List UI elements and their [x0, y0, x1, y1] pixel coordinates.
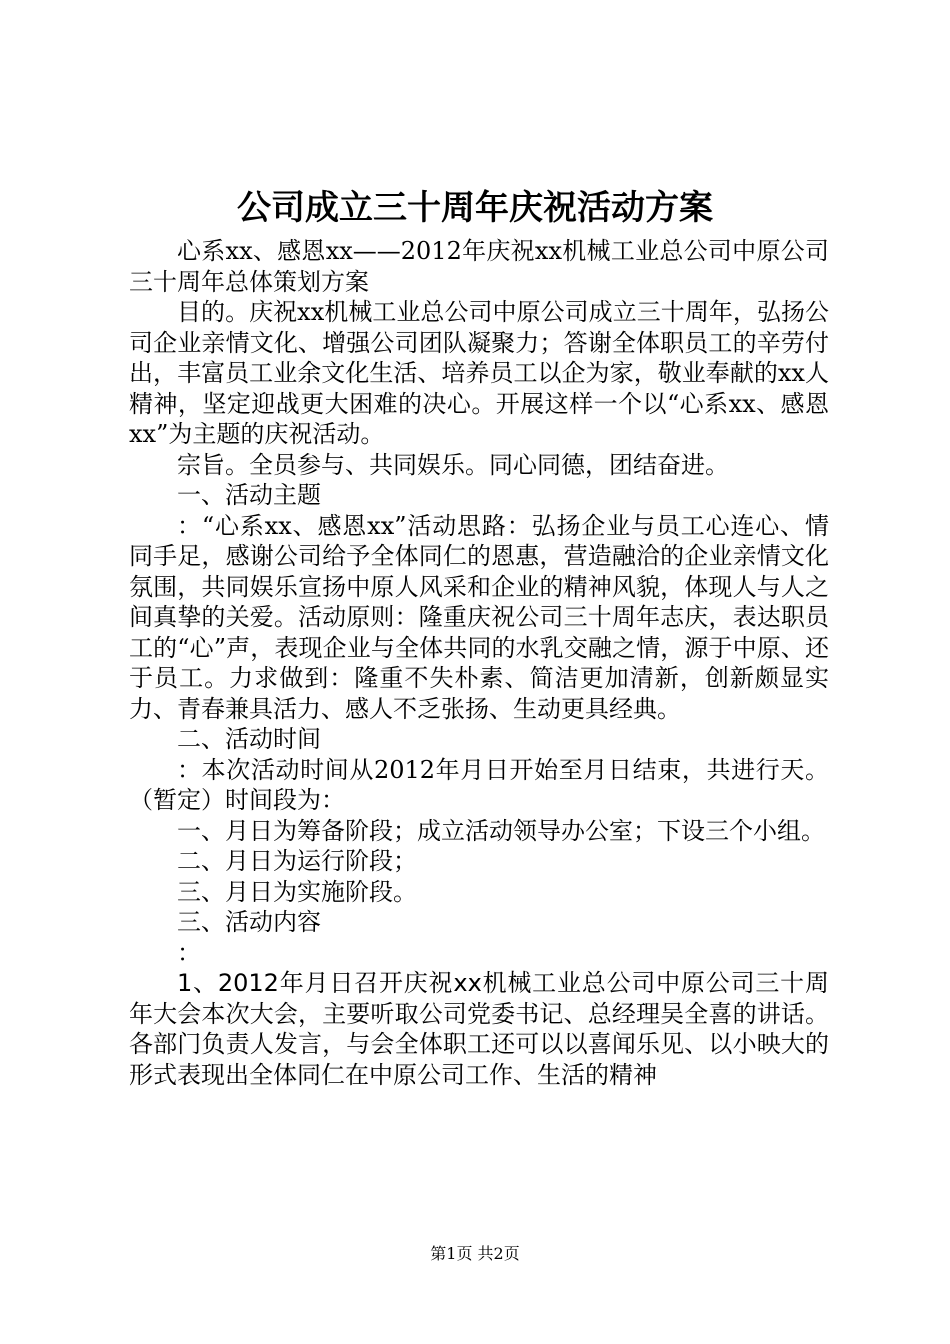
- tenet-paragraph: 宗旨。全员参与、共同娱乐。同心同德，团结奋进。: [177, 450, 729, 479]
- content-colon: ：: [177, 938, 201, 967]
- time-paragraph: ：本次活动时间从2012年月日开始至月日结束，共进行天。（暂定）时间段为：: [129, 755, 829, 814]
- content-item-1-lead: 1、2012年月日召开庆祝xx机械工业总公司中原公司三十周年大会本次大会，主要听取公司党委书记、总经理吴全喜的讲话。: [129, 969, 829, 1028]
- document-title: 公司成立三十周年庆祝活动方案: [237, 188, 713, 228]
- theme-paragraph: ：“心系xx、感恩xx”活动思路：弘扬企业与员工心连心、情同手足，感谢公司给予全体同仁的恩惠，营造融洽的企业亲情文化氛围，共同娱乐宣扬中原人风采和企业的精神风貌，体现人与人之间真挚的关爱。活动原则：隆重庆祝公司三十周年志庆，表达职员工的“心”声，表现企业与全体共同的水乳交融之情，源于中原、还于员工。力求做到：隆重不失朴素、简洁更加清新，创新颇显实力、青春兼具活力、感人不乏张扬、生动更具经典。: [129, 511, 829, 723]
- section-heading-content: 三、活动内容: [177, 908, 321, 936]
- content-item-1-rest: 各部门负责人发言，与会全体职工还可以以喜闻乐见、以小映大的形式表现出全体同仁在中原公司工作、生活的精神: [129, 1030, 829, 1089]
- page-footer: 第1页 共2页: [430, 1244, 520, 1263]
- content-paragraph-1: [129, 968, 829, 1090]
- section-heading-theme: 一、活动主题: [177, 481, 321, 509]
- document-body: [129, 236, 829, 1090]
- purpose-paragraph: 目的。庆祝xx机械工业总公司中原公司成立三十周年，弘扬公司企业亲情文化、增强公司团队凝聚力；答谢全体职员工的辛劳付出，丰富员工业余文化生活、培养员工以企为家，敬业奉献的xx人精神，坚定迎战更大困难的决心。开展这样一个以“心系xx、感恩xx”为主题的庆祝活动。: [129, 298, 829, 448]
- section-heading-time: 二、活动时间: [177, 725, 321, 753]
- subtitle-paragraph: 心系xx、感恩xx——2012年庆祝xx机械工业总公司中原公司三十周年总体策划方案: [129, 237, 829, 296]
- phase-item-2: 二、月日为运行阶段；: [177, 847, 417, 875]
- phase-item-1: 一、月日为筹备阶段；成立活动领导办公室；下设三个小组。: [177, 816, 825, 845]
- phase-item-3: 三、月日为实施阶段。: [177, 877, 417, 906]
